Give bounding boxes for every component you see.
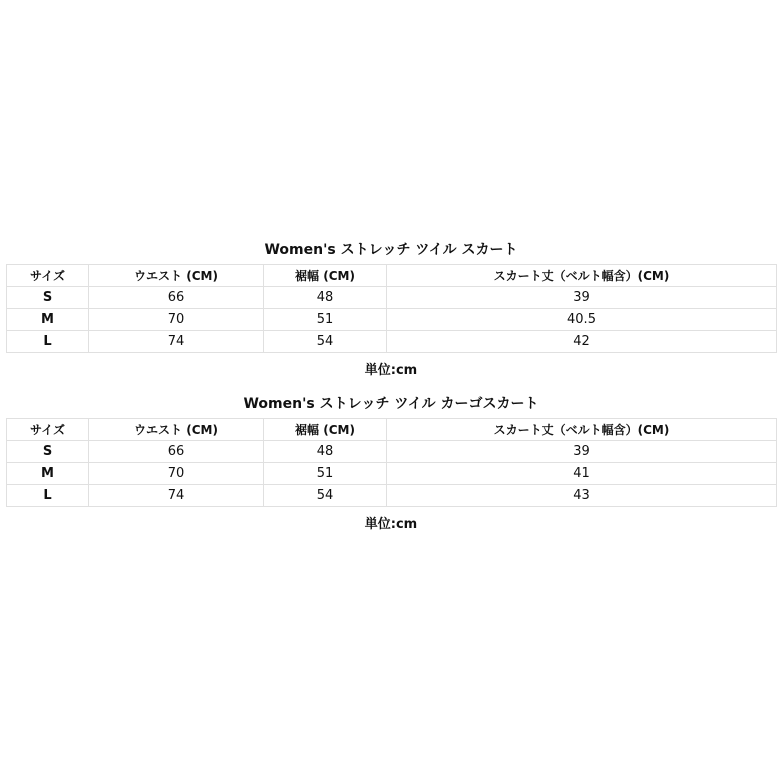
size-chart-skirt [6, 241, 776, 379]
skirt-length-cell: 41 [387, 463, 777, 485]
skirt-length-cell: 42 [387, 331, 777, 353]
size-table [6, 418, 777, 507]
waist-cell: 66 [89, 287, 264, 309]
size-cell: M [7, 463, 89, 485]
skirt-length-cell: 40.5 [387, 309, 777, 331]
table-row [7, 331, 777, 353]
size-chart-cargo-skirt [6, 395, 776, 533]
header-waist: ウエスト (CM) [89, 265, 264, 287]
hem-width-cell: 51 [264, 463, 387, 485]
skirt-length-cell: 43 [387, 485, 777, 507]
table-row [7, 485, 777, 507]
unit-note: 単位:cm [364, 517, 418, 532]
unit-note: 単位:cm [364, 363, 418, 378]
header-skirt-length: スカート丈（ベルト幅含）(CM) [387, 419, 777, 441]
hem-width-cell: 48 [264, 441, 387, 463]
size-cell: M [7, 309, 89, 331]
skirt-length-cell: 39 [387, 441, 777, 463]
waist-cell: 66 [89, 441, 264, 463]
size-cell: S [7, 287, 89, 309]
header-hem-width: 裾幅 (CM) [264, 419, 387, 441]
header-hem-width: 裾幅 (CM) [264, 265, 387, 287]
header-size: サイズ [7, 265, 89, 287]
hem-width-cell: 54 [264, 331, 387, 353]
hem-width-cell: 48 [264, 287, 387, 309]
skirt-length-cell: 39 [387, 287, 777, 309]
size-cell: L [7, 485, 89, 507]
header-skirt-length: スカート丈（ベルト幅含）(CM) [387, 265, 777, 287]
waist-cell: 74 [89, 331, 264, 353]
table-row [7, 441, 777, 463]
table-row [7, 463, 777, 485]
hem-width-cell: 54 [264, 485, 387, 507]
size-table [6, 264, 777, 353]
hem-width-cell: 51 [264, 309, 387, 331]
header-size: サイズ [7, 419, 89, 441]
table-header-row [7, 265, 777, 287]
size-cell: L [7, 331, 89, 353]
table-row [7, 287, 777, 309]
header-waist: ウエスト (CM) [89, 419, 264, 441]
chart-title: Women's ストレッチ ツイル スカート [264, 242, 518, 258]
waist-cell: 70 [89, 309, 264, 331]
waist-cell: 70 [89, 463, 264, 485]
waist-cell: 74 [89, 485, 264, 507]
table-header-row [7, 419, 777, 441]
size-cell: S [7, 441, 89, 463]
chart-title: Women's ストレッチ ツイル カーゴスカート [243, 396, 539, 412]
table-row [7, 309, 777, 331]
